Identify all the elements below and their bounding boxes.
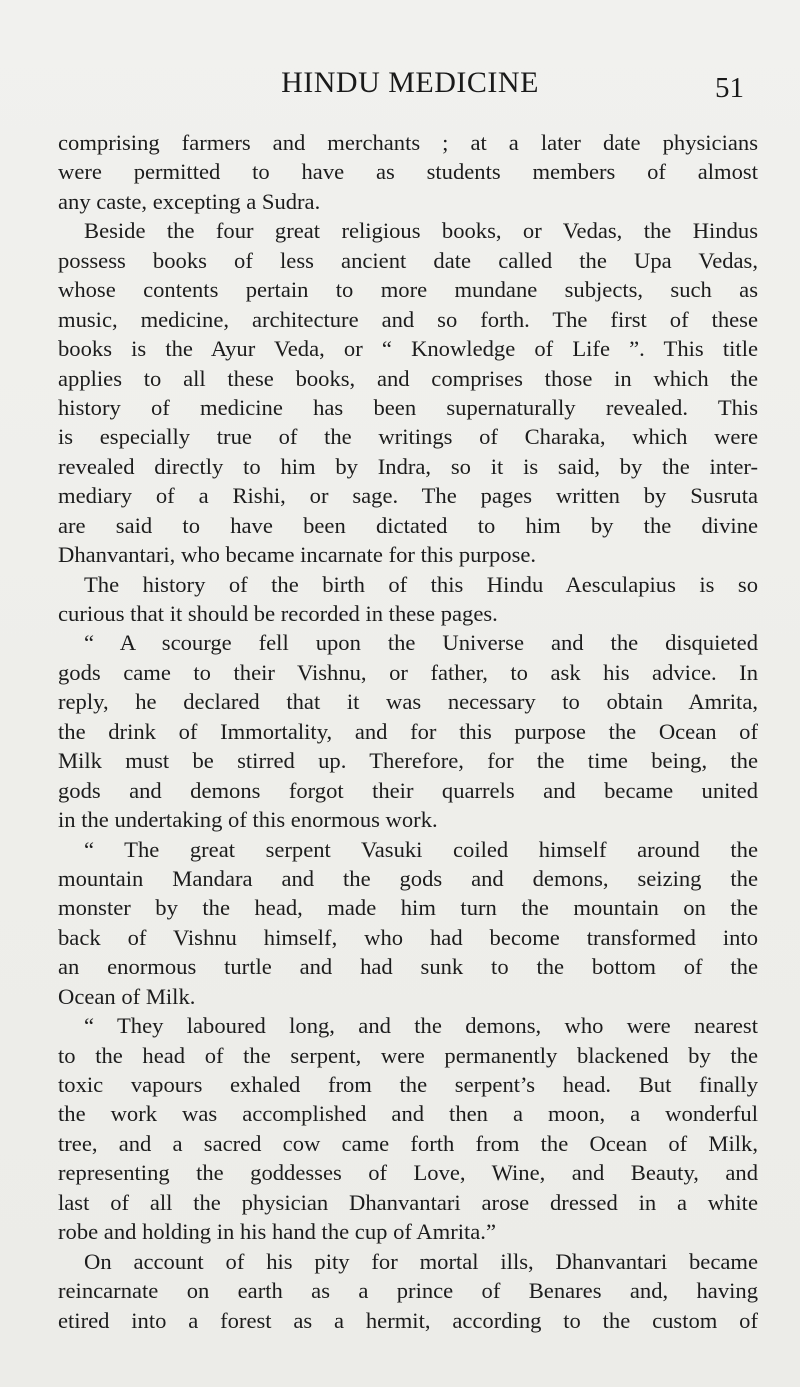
text-line: curious that it should be recorded in these pages. [58, 601, 498, 626]
text-line: gods came to their Vishnu, or father, to ask his advice. In [58, 659, 758, 685]
text-line: “ They laboured long, and the demons, who were nearest [84, 1013, 758, 1039]
text-line: Milk must be stirred up. Therefore, for the time being, the [58, 748, 758, 774]
text-line: monster by the head, made him turn the mountain on the [58, 895, 758, 921]
text-line: the work was accomplished and then a moon, a wonderful [58, 1101, 758, 1127]
text-line: reincarnate on earth as a prince of Benares and, having [58, 1278, 758, 1304]
text-line: the drink of Immortality, and for this purpose the Ocean of [58, 718, 758, 744]
text-line: etired into a forest as a hermit, according to the custom of [58, 1307, 758, 1333]
text-line: whose contents pertain to more mundane subjects, such as [58, 277, 758, 303]
text-line: mountain Mandara and the gods and demons, seizing the [58, 865, 758, 891]
text-line: tree, and a sacred cow came forth from the Ocean of Milk, [58, 1130, 758, 1156]
page-number: 51 [715, 72, 744, 104]
text-line: are said to have been dictated to him by the divine [58, 512, 758, 538]
text-line: “ A scourge fell upon the Universe and the disquieted [84, 630, 758, 656]
text-line: to the head of the serpent, were permanently blackened by the [58, 1042, 758, 1068]
text-line: last of all the physician Dhanvantari arose dressed in a white [58, 1189, 758, 1215]
text-line: back of Vishnu himself, who had become transformed into [58, 924, 758, 950]
text-line: reply, he declared that it was necessary to obtain Amrita, [58, 689, 758, 715]
text-line: an enormous turtle and had sunk to the bottom of the [58, 954, 758, 980]
text-line: applies to all these books, and comprises those in which the [58, 365, 758, 391]
text-line: in the undertaking of this enormous work. [58, 807, 438, 833]
text-line: Beside the four great religious books, or Vedas, the Hindus [84, 218, 758, 244]
running-title: HINDU MEDICINE [281, 66, 539, 99]
text-line: representing the goddesses of Love, Wine, and Beauty, and [58, 1160, 758, 1186]
text-line: were permitted to have as students members of almost [58, 159, 758, 185]
text-line: history of medicine has been supernaturally revealed. This [58, 394, 758, 420]
text-line: gods and demons forgot their quarrels and became united [58, 777, 758, 803]
text-line: On account of his pity for mortal ills, Dhanvantari became [84, 1248, 758, 1274]
text-line: toxic vapours exhaled from the serpent’s head. But finally [58, 1072, 758, 1097]
text-line: is especially true of the writings of Charaka, which were [58, 424, 758, 450]
text-line: “ The great serpent Vasuki coiled himself around the [84, 836, 758, 862]
text-line: robe and holding in his hand the cup of Amrita.” [58, 1219, 496, 1245]
text-line: mediary of a Rishi, or sage. The pages written by Susruta [58, 483, 758, 509]
text-line: possess books of less ancient date called the Upa Vedas, [58, 247, 758, 273]
text-line: Dhanvantari, who became incarnate for this purpose. [58, 542, 537, 568]
running-head [60, 66, 760, 110]
text-line: books is the Ayur Veda, or “ Knowledge of Life ”. This title [58, 336, 758, 362]
text-line: any caste, excepting a Sudra. [58, 188, 321, 214]
text-line: The history of the birth of this Hindu Aesculapius is so [84, 571, 758, 597]
text-line: Ocean of Milk. [58, 983, 196, 1009]
text-line: music, medicine, architecture and so forth. The first of these [58, 306, 758, 332]
text-line: comprising farmers and merchants ; at a later date physicians [58, 130, 758, 155]
body-text [58, 128, 758, 1335]
text-line: revealed directly to him by Indra, so it is said, by the inter- [58, 453, 758, 479]
